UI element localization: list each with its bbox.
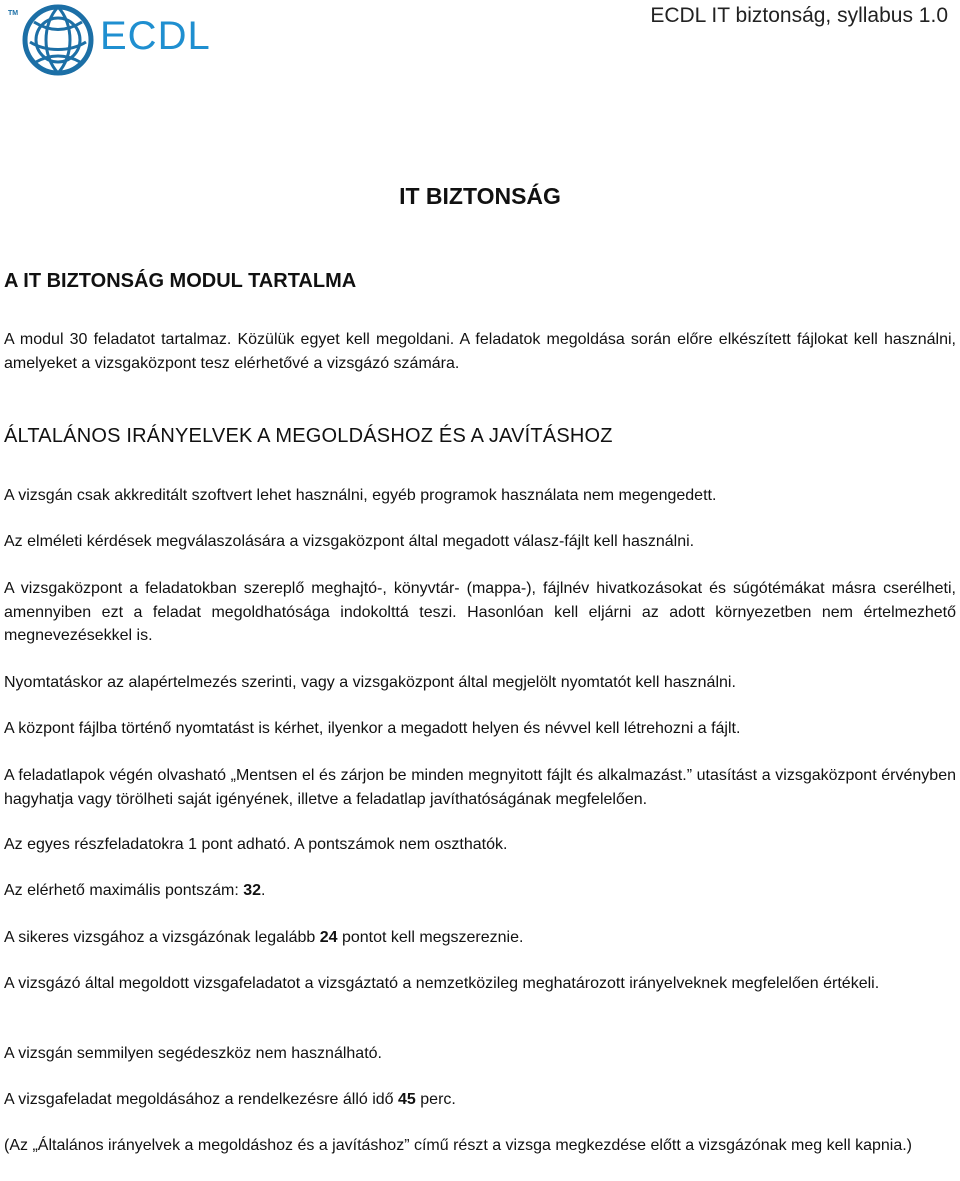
document-header	[0, 0, 960, 80]
header-document-title: ECDL IT biztonság, syllabus 1.0	[650, 4, 948, 27]
guideline-paragraph: A vizsgán csak akkreditált szoftvert lehet használni, egyéb programok használata nem megengedett.	[4, 487, 717, 504]
guideline-paragraph: A vizsgázó által megoldott vizsgafeladatot a vizsgáztató a nemzetközileg meghatározott irányelveknek megfelelően értékeli.	[4, 975, 880, 992]
pass-score-paragraph	[4, 926, 956, 950]
ecdl-logo	[4, 2, 224, 78]
guideline-paragraph: Az egyes részfeladatokra 1 pont adható. A pontszámok nem oszthatók.	[4, 836, 508, 853]
max-score-label: Az elérhető maximális pontszám:	[4, 882, 244, 899]
time-limit-value: 45	[398, 1091, 416, 1108]
guideline-paragraph: Az elméleti kérdések megválaszolására a vizsgaközpont által megadott válasz-fájlt kell használni.	[4, 533, 695, 550]
guideline-note-paragraph: (Az „Általános irányelvek a megoldáshoz és a javításhoz” című részt a vizsga megkezdése előtt a vizsgázónak meg kell kapnia.)	[4, 1137, 912, 1154]
max-score-value: 32	[243, 882, 261, 899]
guideline-paragraph: A vizsgán semmilyen segédeszköz nem használható.	[4, 1045, 382, 1062]
time-limit-label: A vizsgafeladat megoldásához a rendelkezésre álló idő	[4, 1091, 399, 1108]
pass-score-suffix: pontot kell megszereznie.	[337, 929, 524, 946]
page-title: IT BIZTONSÁG	[399, 183, 561, 209]
max-score-paragraph	[4, 879, 956, 903]
logo-text: ECDL	[100, 14, 211, 58]
section-heading-module-content: A IT BIZTONSÁG MODUL TARTALMA	[4, 270, 357, 292]
max-score-suffix: .	[261, 882, 266, 899]
guideline-paragraph: A vizsgaközpont a feladatokban szereplő meghajtó-, könyvtár- (mappa-), fájlnév hivatkozásokat és súgótémákat másra cserélheti, amennyiben ezt a feladat megoldhatósága indokolttá teszi. Hasonlóan kell eljárni az adott környezetben nem értelmezhető megnevezésekkel is.	[4, 580, 956, 644]
trademark-mark: TM	[8, 10, 19, 17]
guideline-paragraph: Nyomtatáskor az alapértelmezés szerinti, vagy a vizsgaközpont által megjelölt nyomtatót kell használni.	[4, 674, 736, 691]
guideline-paragraph: A feladatlapok végén olvasható „Mentsen el és zárjon be minden megnyitott fájlt és alkalmazást.” utasítást a vizsgaközpont érvényben hagyhatja vagy törölheti saját igényének, illetve a feladatlap javíthatóságának megfelelően.	[4, 767, 956, 808]
section-heading-guidelines: ÁLTALÁNOS IRÁNYELVEK A MEGOLDÁSHOZ ÉS A JAVÍTÁSHOZ	[4, 425, 613, 447]
time-limit-suffix: perc.	[415, 1091, 456, 1108]
time-limit-paragraph	[4, 1088, 956, 1112]
module-intro-paragraph: A modul 30 feladatot tartalmaz. Közülük egyet kell megoldani. A feladatok megoldása során előre elkészített fájlokat kell használni, amelyeket a vizsgaközpont tesz elérhetővé a vizsgázó számára.	[4, 331, 956, 372]
pass-score-label: A sikeres vizsgához a vizsgázónak legalább	[4, 929, 320, 946]
pass-score-value: 24	[319, 929, 338, 946]
globe-icon	[20, 2, 96, 78]
guideline-paragraph: A központ fájlba történő nyomtatást is kérhet, ilyenkor a megadott helyen és névvel kell létrehozni a fájlt.	[4, 720, 741, 737]
